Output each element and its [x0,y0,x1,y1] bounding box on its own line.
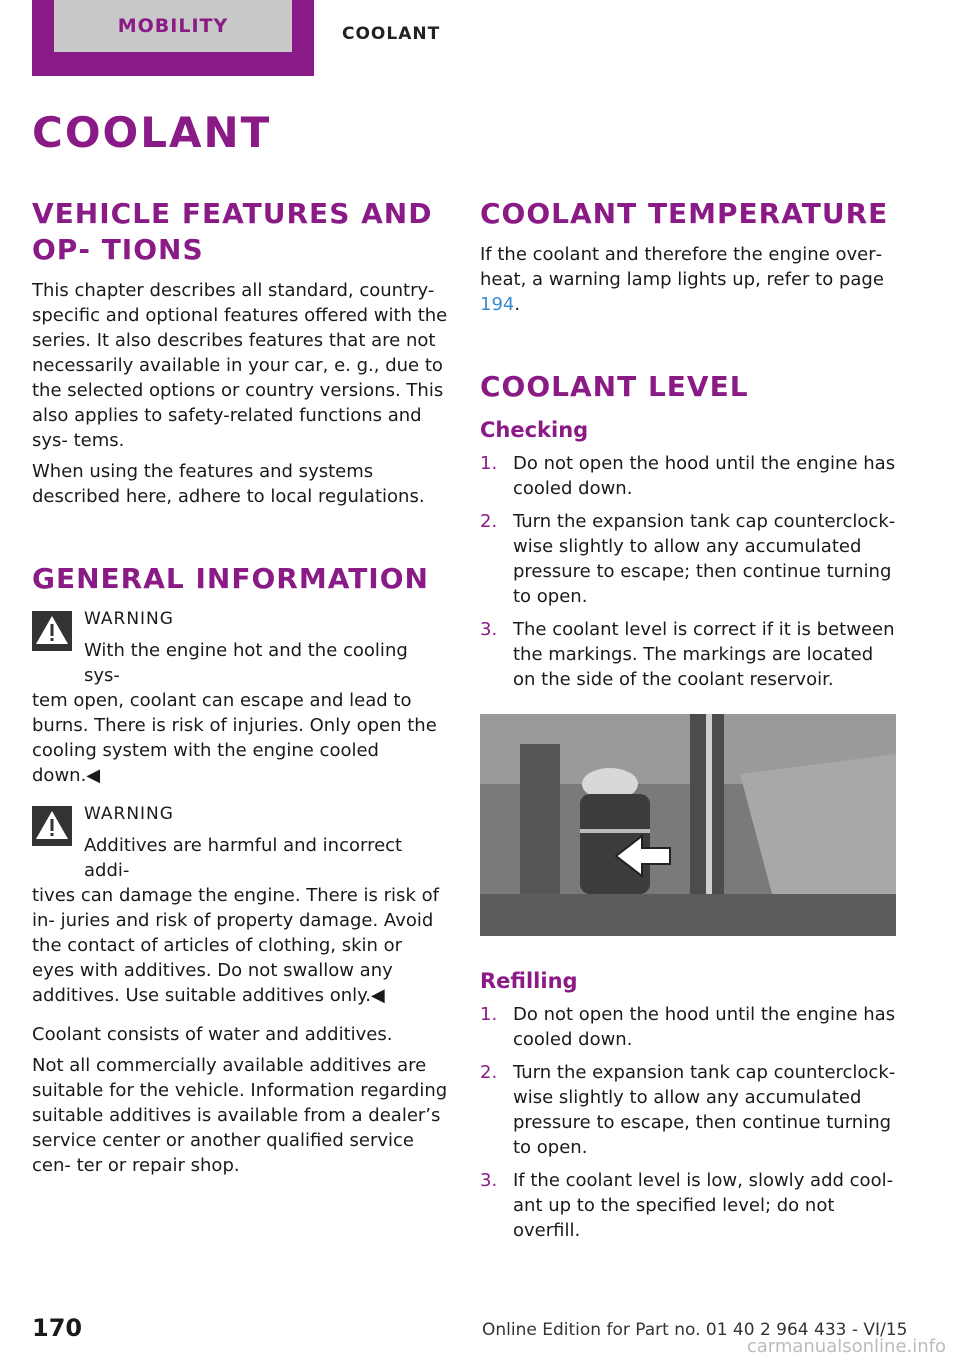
watermark: carmanualsonline.info [746,1336,946,1357]
page-title: COOLANT [32,108,272,157]
step-text: Do not open the hood until the engine has cooled down. [513,453,896,499]
refilling-steps [480,1002,896,1243]
warning-triangle-icon [32,806,72,846]
step-text: Turn the expansion tank cap counterclock‐ wise slightly to allow any accumulated pressure to escape; then continue turning to open. [513,511,896,607]
warning-text-first-line: With the engine hot and the cooling sys‐ [84,640,408,686]
heading-refilling: Refilling [480,969,578,993]
warning-text [32,638,448,788]
heading-vehicle-features: VEHICLE FEATURES AND OP‐ TIONS [32,197,433,266]
page-reference-link[interactable]: 194 [480,294,515,315]
list-item [480,617,896,692]
coolant-reservoir-photo [480,714,896,936]
step-number: 1. [480,1004,498,1025]
section-tab[interactable]: COOLANT [342,24,441,44]
warning-heading: WARNING [84,804,174,824]
list-item [480,1060,896,1160]
right-column [480,196,896,1251]
heading-coolant-level: COOLANT LEVEL [480,370,749,403]
warning-text-rest: tives can damage the engine. There is risk of in‐ juries and risk of property damage. Avoid the contact of articles of clothing, skin or eyes with additives. Do not swallow any additives. Use suitable additives only.◀ [32,885,439,1006]
warning-block-additives [32,802,448,1008]
step-number: 3. [480,1170,498,1191]
warning-text-rest: tem open, coolant can escape and lead to burns. There is risk of injuries. Only open the cooling system with the engine cooled down.◀ [32,690,437,786]
list-item [480,509,896,609]
list-item [480,1168,896,1243]
left-column [32,196,448,1184]
step-number: 2. [480,1062,498,1083]
step-text: The coolant level is correct if it is between the markings. The markings are located on the side of the coolant reservoir. [513,619,895,690]
page-number: 170 [32,1314,83,1342]
warning-block-hot-engine [32,607,448,788]
list-item [480,451,896,501]
general-paragraph-1: Coolant consists of water and additives. [32,1024,393,1045]
general-paragraph-2: Not all commercially available additives are suitable for the vehicle. Information regarding suitable additives is available from a dealer’s service center or another qualified service cen‐ ter or repair shop. [32,1055,448,1176]
heading-checking: Checking [480,418,589,442]
features-paragraph-1: This chapter describes all standard, country-specific and optional features offered with the series. It also describes features that are not necessarily available in your car, e. g., due to the selected options or country versions. This also applies to safety-related functions and sys‐ tems. [32,280,448,451]
features-paragraph-2: When using the features and systems described here, adhere to local regulations. [32,461,425,507]
step-text: Turn the expansion tank cap counterclock‐ wise slightly to allow any accumulated pressure to escape, then continue turning to open. [513,1062,896,1158]
step-number: 1. [480,453,498,474]
warning-text [32,833,448,1008]
warning-text-first-line: Additives are harmful and incorrect addi‐ [84,835,403,881]
heading-coolant-temperature: COOLANT TEMPERATURE [480,197,889,230]
chapter-tab[interactable] [32,0,314,76]
checking-steps [480,451,896,692]
step-number: 3. [480,619,498,640]
heading-general-information: GENERAL INFORMATION [32,562,429,595]
temperature-text-end: . [514,294,521,315]
temperature-paragraph [480,242,896,317]
warning-triangle-icon [32,611,72,651]
edition-footer: Online Edition for Part no. 01 40 2 964 433 - VI/15 [482,1320,908,1340]
step-text: If the coolant level is low, slowly add cool‐ ant up to the specified level; do not overfill. [513,1170,894,1241]
temperature-text: If the coolant and therefore the engine over‐ heat, a warning lamp lights up, refer to page [480,244,884,290]
chapter-tab-label: MOBILITY [54,0,292,52]
step-number: 2. [480,511,498,532]
list-item [480,1002,896,1052]
step-text: Do not open the hood until the engine has cooled down. [513,1004,896,1050]
warning-heading: WARNING [84,609,174,629]
